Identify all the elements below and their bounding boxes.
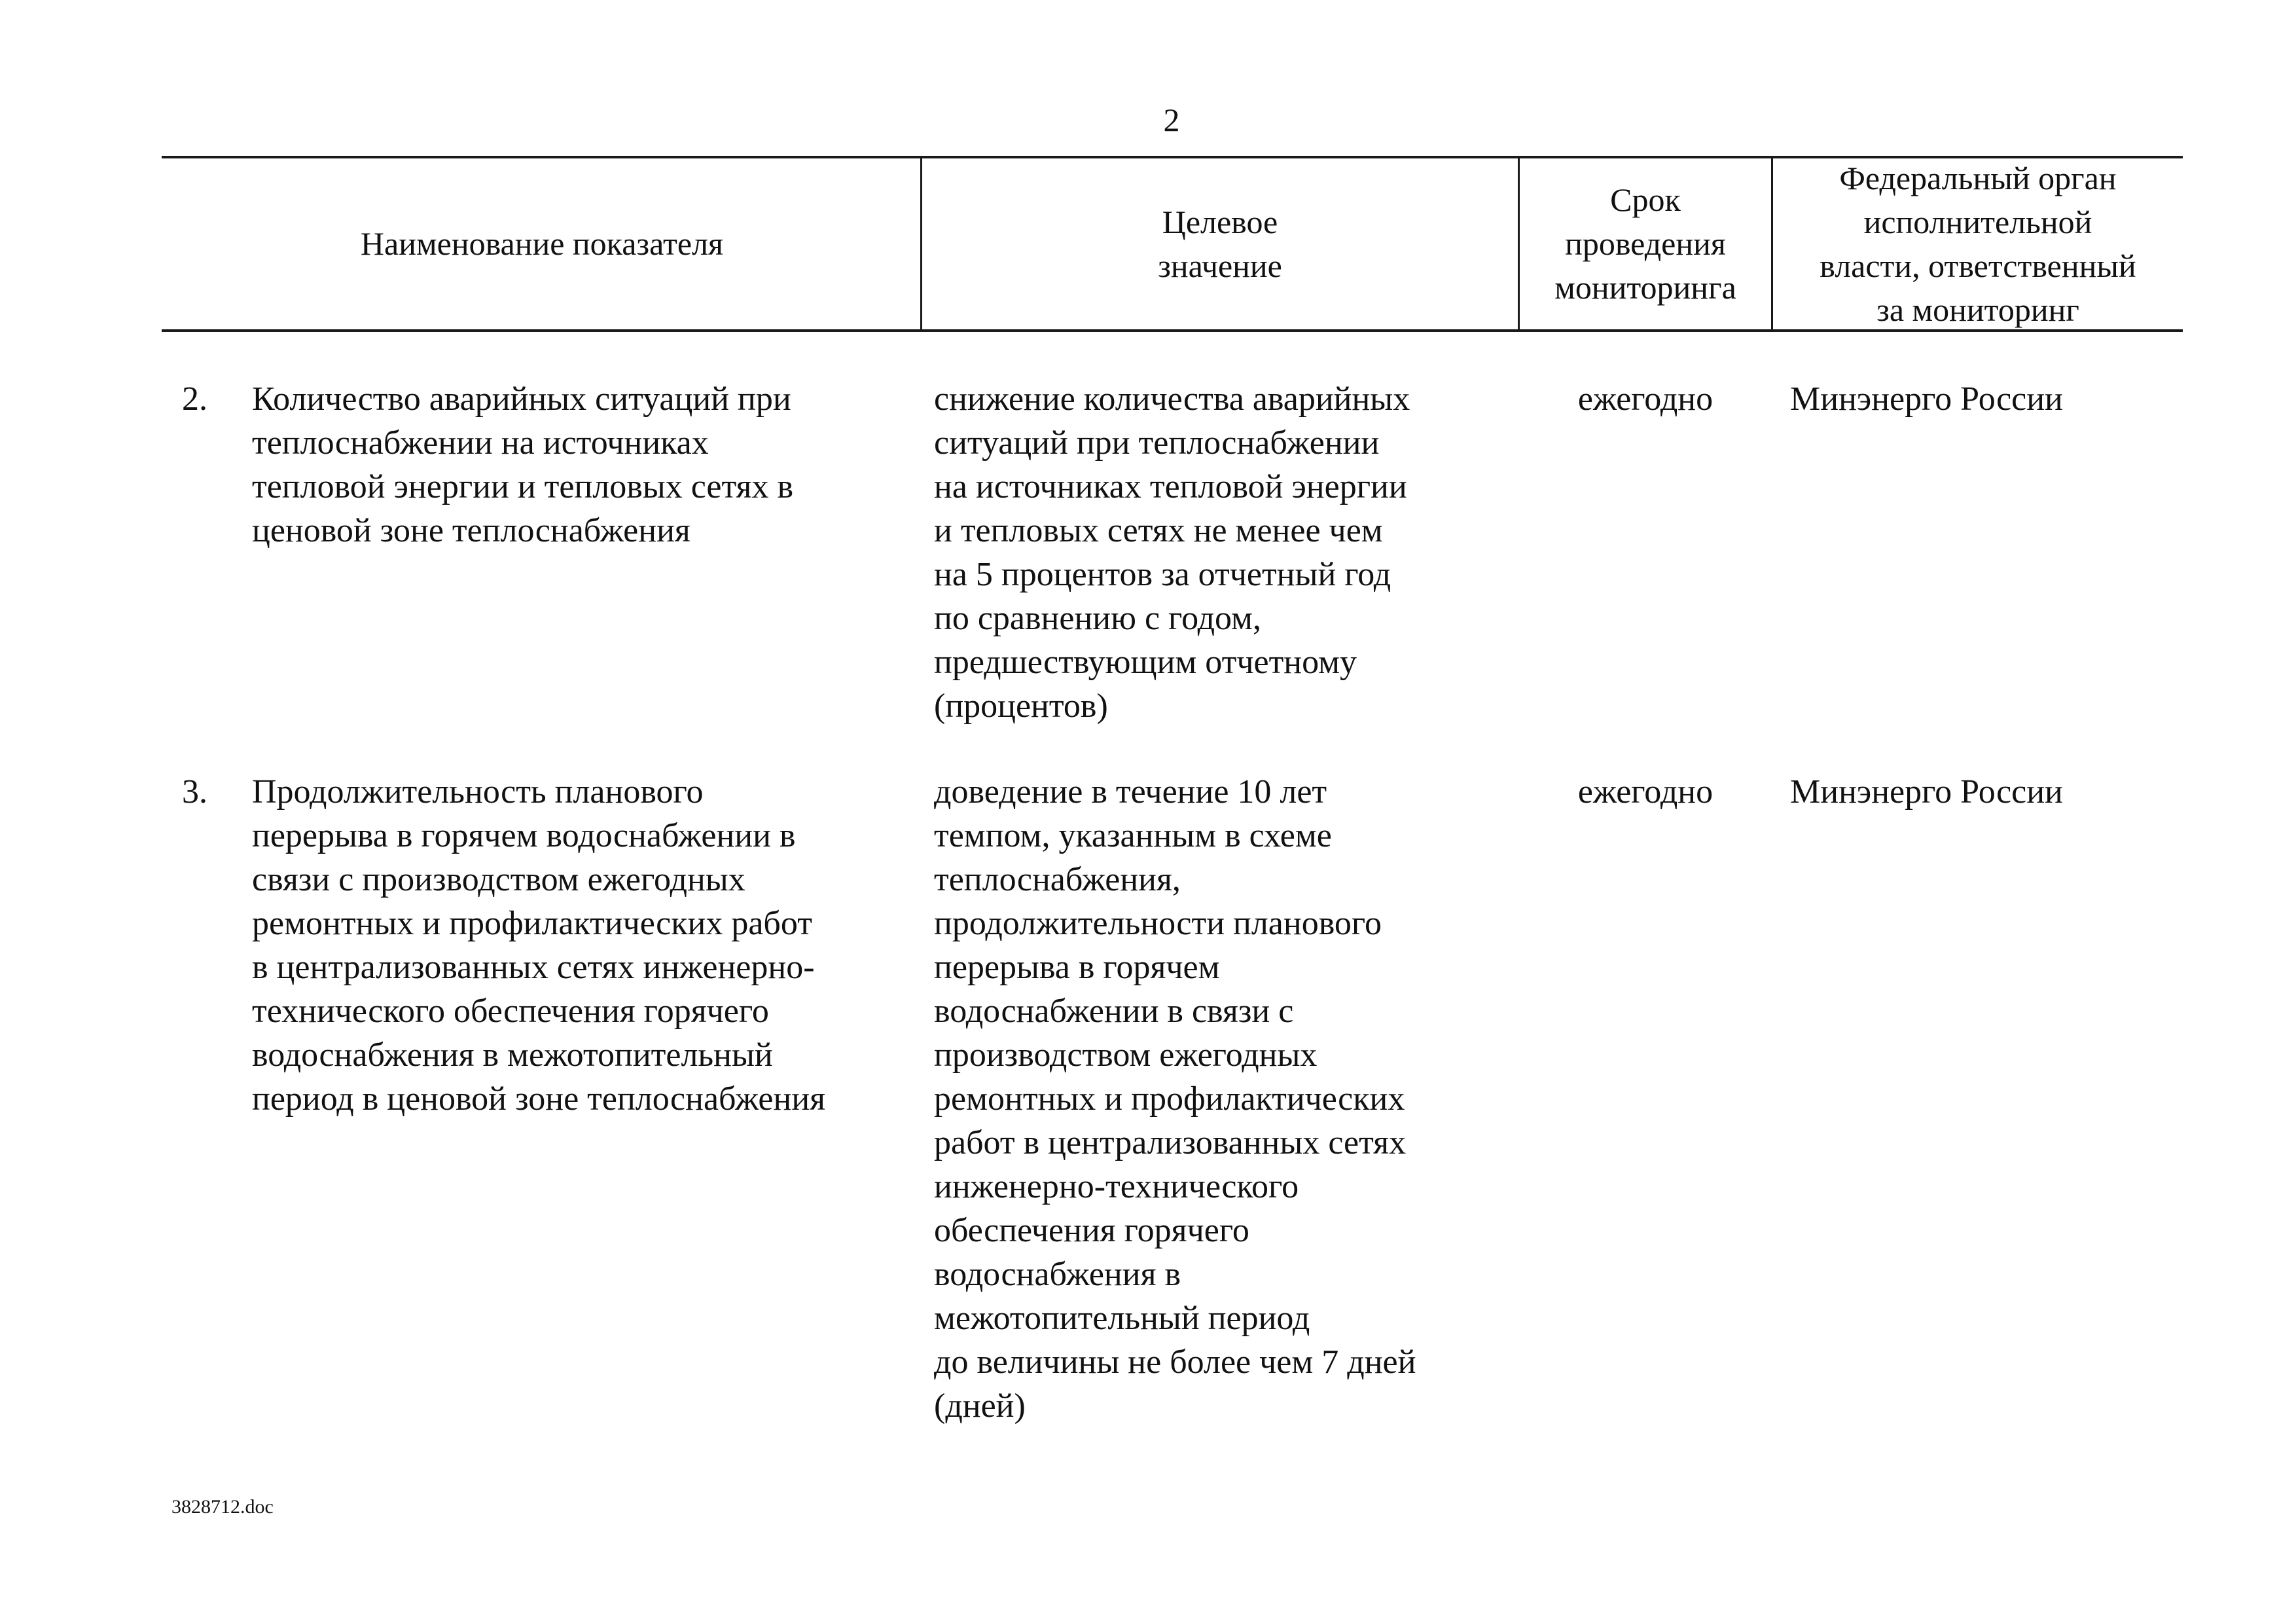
responsible-authority: Минэнерго России [1790,380,2063,418]
row-number: 2. [182,380,207,418]
monitoring-period: ежегодно [1577,380,1713,418]
document-filename: 3828712.doc [171,1496,274,1518]
header-target-value: Целевое значение [1158,203,1282,284]
page-number: 2 [1163,101,1180,138]
monitoring-period: ежегодно [1577,773,1713,811]
target-value: снижение количества аварийных ситуаций при теплоснабжении на источниках тепловой энергии и тепловых сетях не менее чем на 5 процентов за отчетный год по сравнению с годом, предшествующим отчетному (процентов) [934,380,1410,725]
header-indicator-name: Наименование показателя [360,225,724,262]
header-monitoring-period: Срок проведения мониторинга [1554,181,1736,306]
target-value: доведение в течение 10 лет темпом, указанным в схеме теплоснабжения, продолжительности планового перерыва в горячем водоснабжении в связи с производством ежегодных ремонтных и профилактических работ в централизованных сетях инженерно-технического обеспечения горячего водоснабжения в межотопительный период до величины не более чем 7 дней (дней) [934,773,1416,1425]
indicator-name: Количество аварийных ситуаций при теплоснабжении на источниках тепловой энергии и тепловых сетях в ценовой зоне теплоснабжения [252,380,794,549]
indicator-name: Продолжительность планового перерыва в горячем водоснабжении в связи с производством ежегодных ремонтных и профилактических работ в централизованных сетях инженерно- технического обеспечения горячего водоснабжения в межотопительный период в ценовой зоне теплоснабжения [252,773,826,1118]
responsible-authority: Минэнерго России [1790,773,2063,811]
header-responsible-authority: Федеральный орган исполнительной власти, ответственный за мониторинг [1820,159,2136,328]
row-number: 3. [182,773,207,811]
